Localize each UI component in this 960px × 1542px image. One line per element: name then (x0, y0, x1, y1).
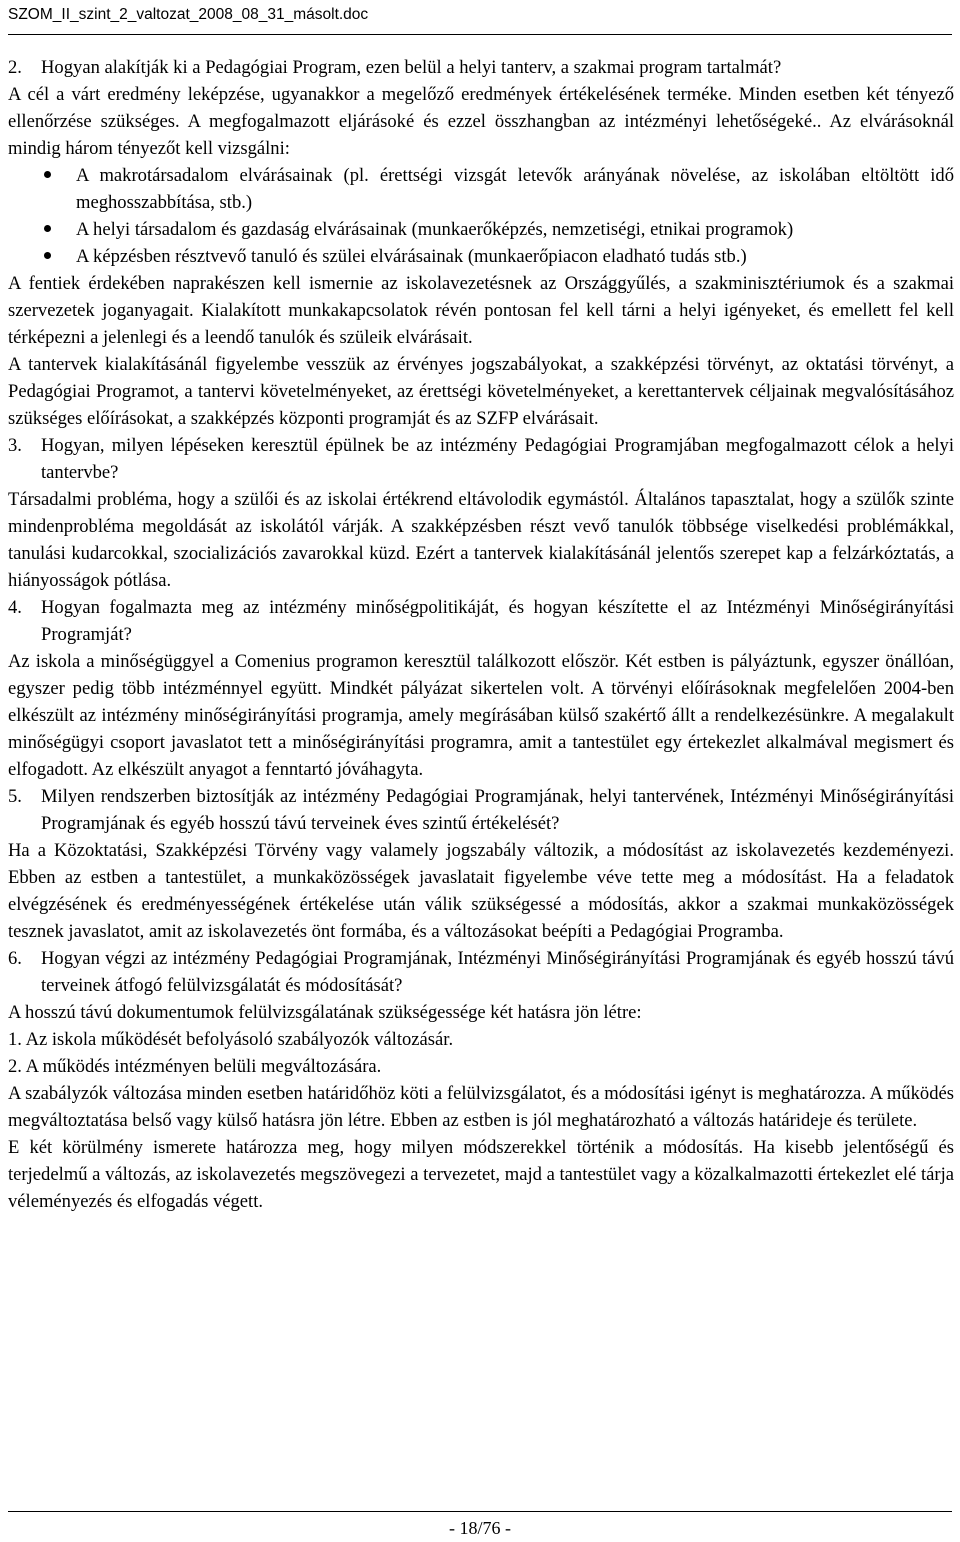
question-number: 4. (8, 597, 22, 618)
page-header (8, 0, 952, 35)
document-filename: SZOM_II_szint_2_valtozat_2008_08_31_másolt.doc (8, 6, 369, 23)
page-footer (8, 1511, 952, 1538)
bullet-icon (8, 243, 76, 270)
list-item: A képzésben résztvevő tanuló és szülei elvárásainak (munkaerőpiacon eladható tudás stb.) (8, 243, 954, 270)
question-text: Hogyan alakítják ki a Pedagógiai Program, ezen belül a helyi tanterv, a szakmai program tartalmát? (41, 57, 782, 78)
question-text: Hogyan, milyen lépéseken keresztül épülnek be az intézmény Pedagógiai Programjában megfogalmazott célok a helyi tantervbe? (41, 435, 954, 483)
question-5 (8, 783, 954, 837)
list-item: A makrotársadalom elvárásainak (pl. érettségi vizsgát letevők arányának növelése, az iskolában eltöltött idő meghosszabbítása, stb.) (8, 162, 954, 216)
question-4 (8, 594, 954, 648)
paragraph: A szabályzók változása minden esetben határidőhöz köti a felülvizsgálatot, és a módosítási igényt is meghatározza. A működés megváltoztatása belső vagy külső hatásra jön létre. Ebben az estben is jól meghatározható a változás határideje és területe. (8, 1083, 954, 1131)
question-2 (8, 54, 954, 81)
paragraph: A hosszú távú dokumentumok felülvizsgálatának szükségessége két hatásra jön létre: (8, 1002, 642, 1023)
paragraph: A tantervek kialakításánál figyelembe vesszük az érvényes jogszabályokat, a szakképzési törvényt, az oktatási törvényt, a Pedagógiai Programot, a tantervi követelményeket, az érettségi követelményeket, a kerettantervek céljainak megvalósításához szükséges előírásokat, a szakképzés központi programját és az SZFP elvárásait. (8, 354, 954, 429)
question-text: Hogyan végzi az intézmény Pedagógiai Programjának, Intézményi Minőségirányítási Programjának és egyéb hosszú távú terveinek átfogó felülvizsgálatát és módosítását? (41, 948, 954, 996)
paragraph: A fentiek érdekében naprakészen kell ismernie az iskolavezetésnek az Országgyűlés, a szakminisztériumok és a szakmai szervezetek joganyagait. Kialakított munkakapcsolatok révén pontosan fel kell tárni a helyi igényeket, és emellett fel kell térképezni a jelenlegi és a leendő tanulók és szüleik elvárásait. (8, 273, 954, 348)
question-number: 2. (8, 57, 22, 78)
paragraph: E két körülmény ismerete határozza meg, hogy milyen módszerekkel történik a módosítás. Ha kisebb jelentőségű és terjedelmű a változás, az iskolavezetés megszövegezi a tervezetet, majd a tantestület vagy a közalkalmazotti értekezlet elé tárja véleményezés és elfogadás végett. (8, 1137, 954, 1212)
paragraph: A cél a várt eredmény leképzése, ugyanakkor a megelőző eredmények értékelésének terméke. Minden esetben két tényező ellenőrzése szükséges. A megfogalmazott eljárásoké és ezzel összhangban az intézményi lehetőségeké.. Az elvárásoknál mindig három tényezőt kell vizsgálni: (8, 84, 954, 159)
question-number: 5. (8, 786, 22, 807)
question-6 (8, 945, 954, 999)
bullet-icon (8, 216, 76, 243)
paragraph: 2. A működés intézményen belüli megváltozására. (8, 1056, 382, 1077)
question-text: Hogyan fogalmazta meg az intézmény minőségpolitikáját, és hogyan készítette el az Intézményi Minőségirányítási Programját? (41, 597, 954, 645)
paragraph: Az iskola a minőségüggyel a Comenius programon keresztül találkozott először. Két estben is pályáztunk, egyszer önállóan, egyszer pedig több intézménnyel együtt. Mindkét pályázat sikertelen volt. A törvényi előírásoknak megfelelően 2004-ben elkészült az intézmény minőségirányítási programja, amely megírásában külső szakértő állt a rendelkezésünkre. A megalakult minőségügyi csoport javaslatot tett a minőségirányítási programra, amit a tantestület egy értekezlet alkalmával megismert és elfogadott. Az elkészült anyagot a fenntartó jóváhagyta. (8, 651, 954, 780)
paragraph: Ha a Közoktatási, Szakképzési Törvény vagy valamely jogszabály változik, a módosítást az iskolavezetés kezdeményezi. Ebben az estben a tantestület, a munkaközösségek javaslatait figyelembe véve tette meg a módosítást. Ha a feladatok elvégzésének és eredményességének értékelése után válik szükségessé a módosítás, akkor a szakmai munkaközösségek tesznek javaslatot, amit az iskolavezetés önt formába, és a változásokat beépíti a Pedagógiai Programba. (8, 840, 954, 942)
question-number: 6. (8, 948, 22, 969)
bullet-list (8, 162, 954, 270)
list-item: A helyi társadalom és gazdaság elvárásainak (munkaerőképzés, nemzetiségi, etnikai programok) (8, 216, 954, 243)
paragraph: Társadalmi probléma, hogy a szülői és az iskolai értékrend eltávolodik egymástól. Általános tapasztalat, hogy a szülők szinte mindenprobléma megoldását az iskolától várják. A szakképzésben részt vevő tanulók többsége viselkedési problémákkal, tanulási kudarcokkal, szocializációs zavarokkal küzd. Ezért a tantervek kialakításánál jelentős szerepet kap a felzárkóztatás, a hiányosságok pótlása. (8, 489, 954, 591)
paragraph: 1. Az iskola működését befolyásoló szabályozók változásár. (8, 1029, 454, 1050)
document-body (8, 54, 954, 1215)
page-number: - 18/76 - (449, 1518, 511, 1538)
question-number: 3. (8, 435, 22, 456)
bullet-icon (8, 162, 76, 216)
question-3 (8, 432, 954, 486)
question-text: Milyen rendszerben biztosítják az intézmény Pedagógiai Programjának, helyi tantervének, Intézményi Minőségirányítási Programjának és egyéb hosszú távú terveinek éves szintű értékelését? (41, 786, 954, 834)
